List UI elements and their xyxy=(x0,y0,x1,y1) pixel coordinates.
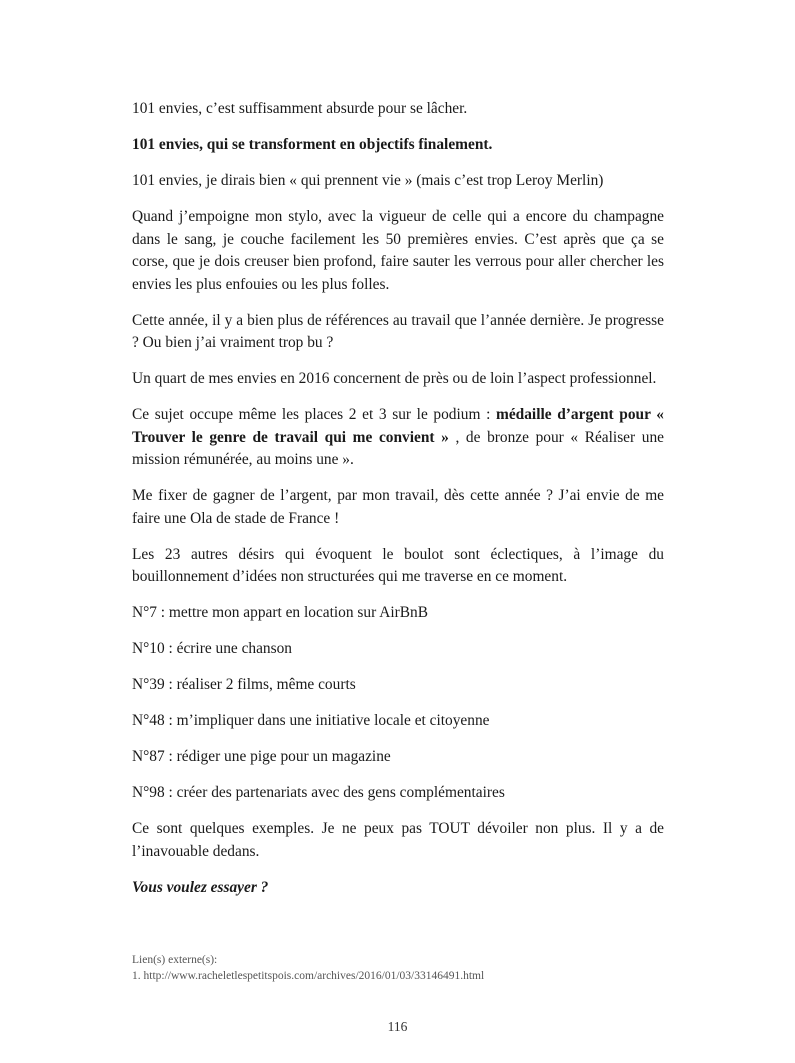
paragraph-4: Quand j’empoigne mon stylo, avec la vigueur de celle qui a encore du champagne dans le sang, je couche facilement les 50 premières envies. C’est après que ça se corse, que je dois creuser bien profond, faire sauter les verrous pour aller chercher les envies les plus enfouies ou les plus folles. xyxy=(132,208,664,293)
footnote-link[interactable]: 1. http://www.racheletlespetitspois.com/archives/2016/01/03/33146491.html xyxy=(132,970,485,982)
envies-list xyxy=(132,602,664,805)
external-links-footnote xyxy=(132,952,484,984)
paragraph-7 xyxy=(132,404,664,472)
paragraph-8: Me fixer de gagner de l’argent, par mon travail, dès cette année ? J’ai envie de me faire une Ola de stade de France ! xyxy=(132,487,664,527)
list-item: N°10 : écrire une chanson xyxy=(132,640,293,657)
paragraph-7-highlight: médaille d’argent pour « Trouver le genre de travail qui me convient » xyxy=(132,406,665,446)
paragraph-3: 101 envies, je dirais bien « qui prennent vie » (mais c’est trop Leroy Merlin) xyxy=(132,172,604,189)
paragraph-7-intro: Ce sujet occupe même les places 2 et 3 sur le podium : xyxy=(132,406,497,423)
list-item: N°7 : mettre mon appart en location sur AirBnB xyxy=(132,604,428,621)
paragraph-6: Un quart de mes envies en 2016 concernent de près ou de loin l’aspect professionnel. xyxy=(132,370,657,387)
paragraph-1: 101 envies, c’est suffisamment absurde pour se lâcher. xyxy=(132,100,468,117)
paragraph-5: Cette année, il y a bien plus de références au travail que l’année dernière. Je progresse ? Ou bien j’ai vraiment trop bu ? xyxy=(132,311,664,351)
list-item: N°39 : réaliser 2 films, même courts xyxy=(132,676,356,693)
paragraph-9: Les 23 autres désirs qui évoquent le boulot sont éclectiques, à l’image du bouillonnement d’idées non structurées qui me traverse en ce moment. xyxy=(132,545,664,585)
document-body xyxy=(132,98,664,913)
footnote-title: Lien(s) externe(s): xyxy=(132,954,218,966)
list-item: N°98 : créer des partenariats avec des gens complémentaires xyxy=(132,784,505,801)
paragraph-10: Ce sont quelques exemples. Je ne peux pas TOUT dévoiler non plus. Il y a de l’inavouable dedans. xyxy=(132,820,664,860)
page-number: 116 xyxy=(387,1019,408,1034)
list-item: N°87 : rédiger une pige pour un magazine xyxy=(132,748,391,765)
paragraph-2-bold: 101 envies, qui se transforment en objectifs finalement. xyxy=(132,136,493,153)
paragraph-7-end: , de bronze pour « Réaliser une mission rémunérée, au moins une ». xyxy=(132,428,664,468)
closing-question: Vous voulez essayer ? xyxy=(132,878,269,896)
list-item: N°48 : m’impliquer dans une initiative locale et citoyenne xyxy=(132,712,490,729)
